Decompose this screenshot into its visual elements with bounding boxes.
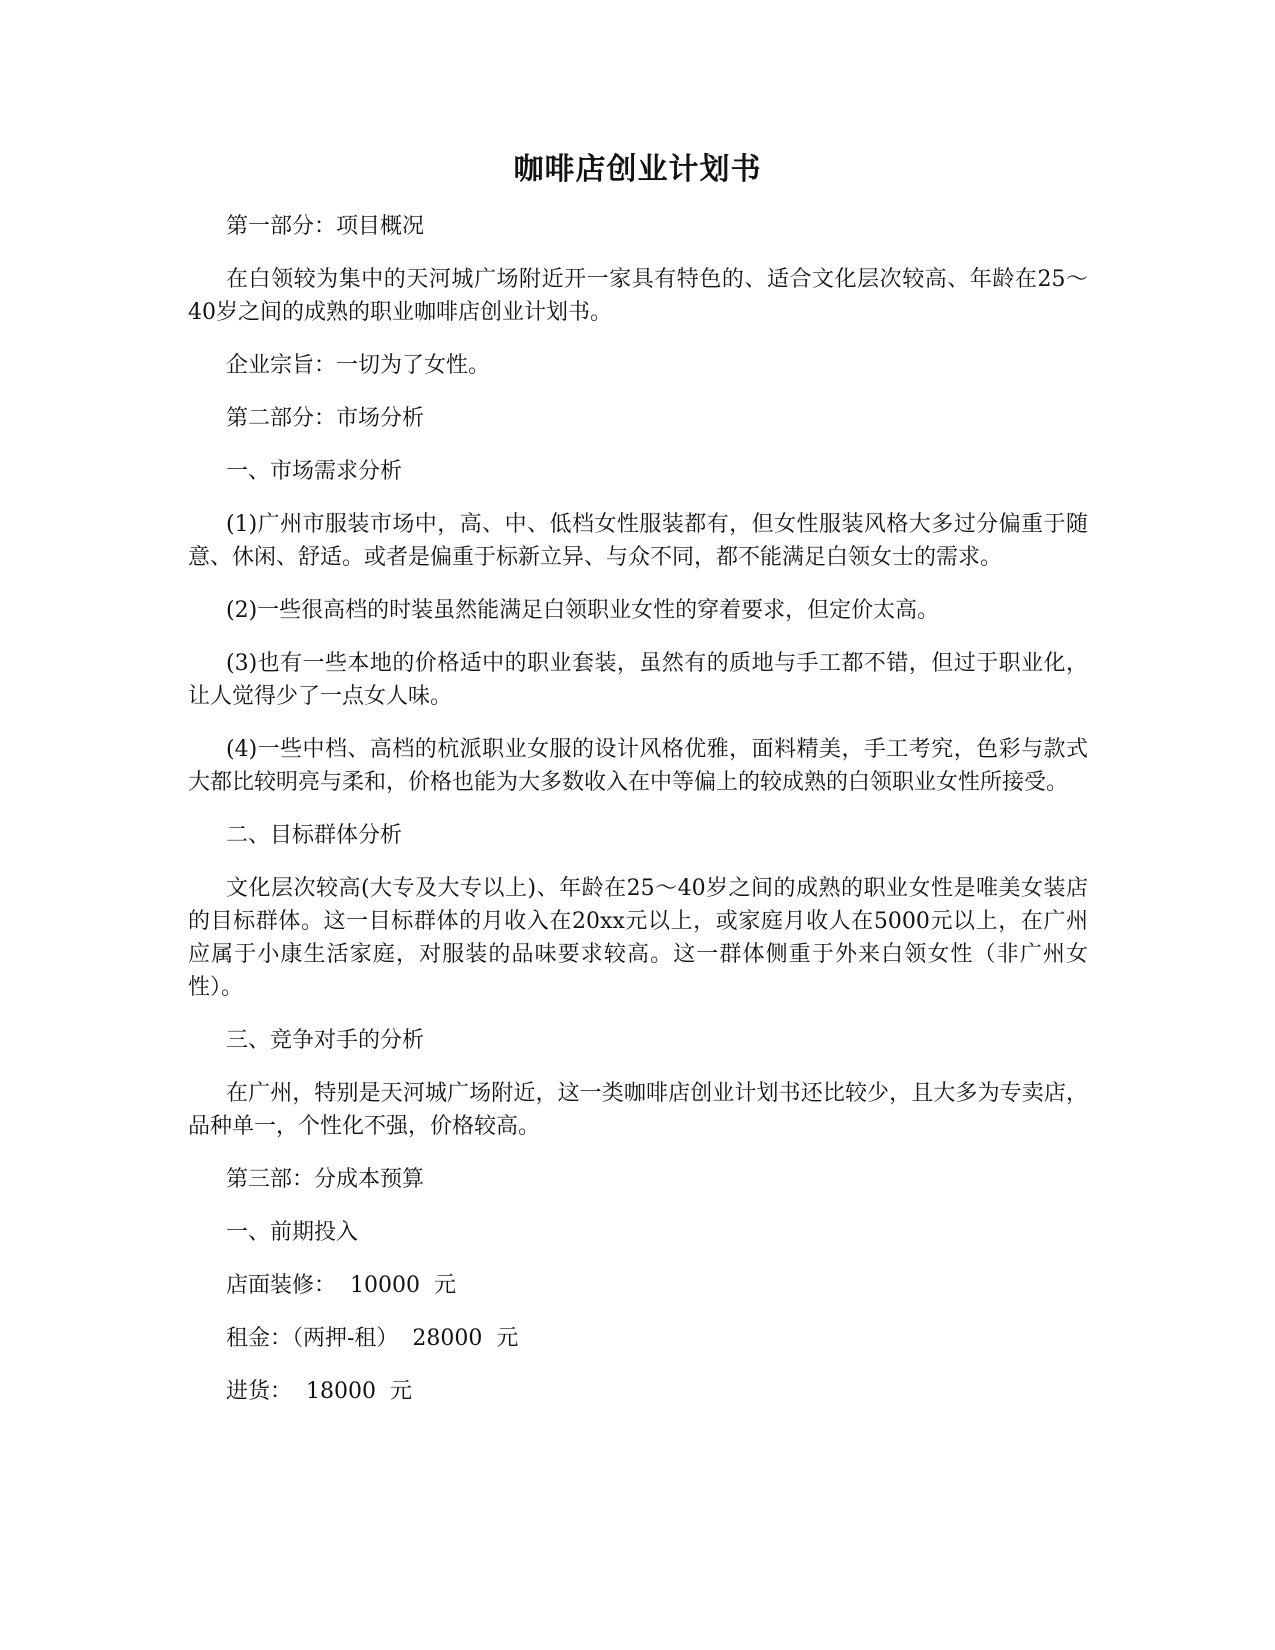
section-heading: 第一部分：项目概况 [226, 214, 425, 239]
paragraph: 在白领较为集中的天河城广场附近开一家具有特色的、适合文化层次较高、年龄在25～40岁之间的成熟的职业咖啡店创业计划书。 [188, 267, 1088, 325]
subsection-heading: 一、前期投入 [226, 1220, 359, 1245]
subsection-heading: 一、市场需求分析 [226, 459, 403, 484]
paragraph: 在广州，特别是天河城广场附近，这一类咖啡店创业计划书还比较少，且大多为专卖店，品种单一，个性化不强，价格较高。 [188, 1081, 1088, 1139]
cost-line-rent: 租金：（两押-租） 28000 元 [226, 1326, 519, 1351]
cost-line-stock: 进货： 18000 元 [226, 1379, 412, 1404]
cost-line-decoration: 店面装修： 10000 元 [226, 1273, 456, 1298]
paragraph: (4)一些中档、高档的杭派职业女服的设计风格优雅，面料精美，手工考究，色彩与款式大都比较明亮与柔和，价格也能为大多数收入在中等偏上的较成熟的白领职业女性所接受。 [188, 737, 1088, 795]
paragraph: (2)一些很高档的时装虽然能满足白领职业女性的穿着要求，但定价太高。 [226, 598, 940, 623]
subsection-heading: 三、竞争对手的分析 [226, 1028, 425, 1053]
paragraph: 文化层次较高(大专及大专以上)、年龄在25～40岁之间的成熟的职业女性是唯美女装店的目标群体。这一目标群体的月收入在20xx元以上，或家庭月收人在5000元以上，在广州应属于小康生活家庭，对服装的品味要求较高。这一群体侧重于外来白领女性（非广州女性）。 [188, 876, 1088, 1000]
section-heading: 第二部分：市场分析 [226, 406, 425, 431]
paragraph: 企业宗旨：一切为了女性。 [226, 353, 491, 378]
subsection-heading: 二、目标群体分析 [226, 823, 403, 848]
document-body [188, 210, 1088, 1428]
document-title: 咖啡店创业计划书 [513, 152, 762, 187]
paragraph: (1)广州市服装市场中，高、中、低档女性服装都有，但女性服装风格大多过分偏重于随意、休闲、舒适。或者是偏重于标新立异、与众不同，都不能满足白领女士的需求。 [188, 512, 1088, 570]
section-heading: 第三部：分成本预算 [226, 1167, 425, 1192]
paragraph: (3)也有一些本地的价格适中的职业套装，虽然有的质地与手工都不错，但过于职业化，让人觉得少了一点女人味。 [188, 651, 1088, 709]
